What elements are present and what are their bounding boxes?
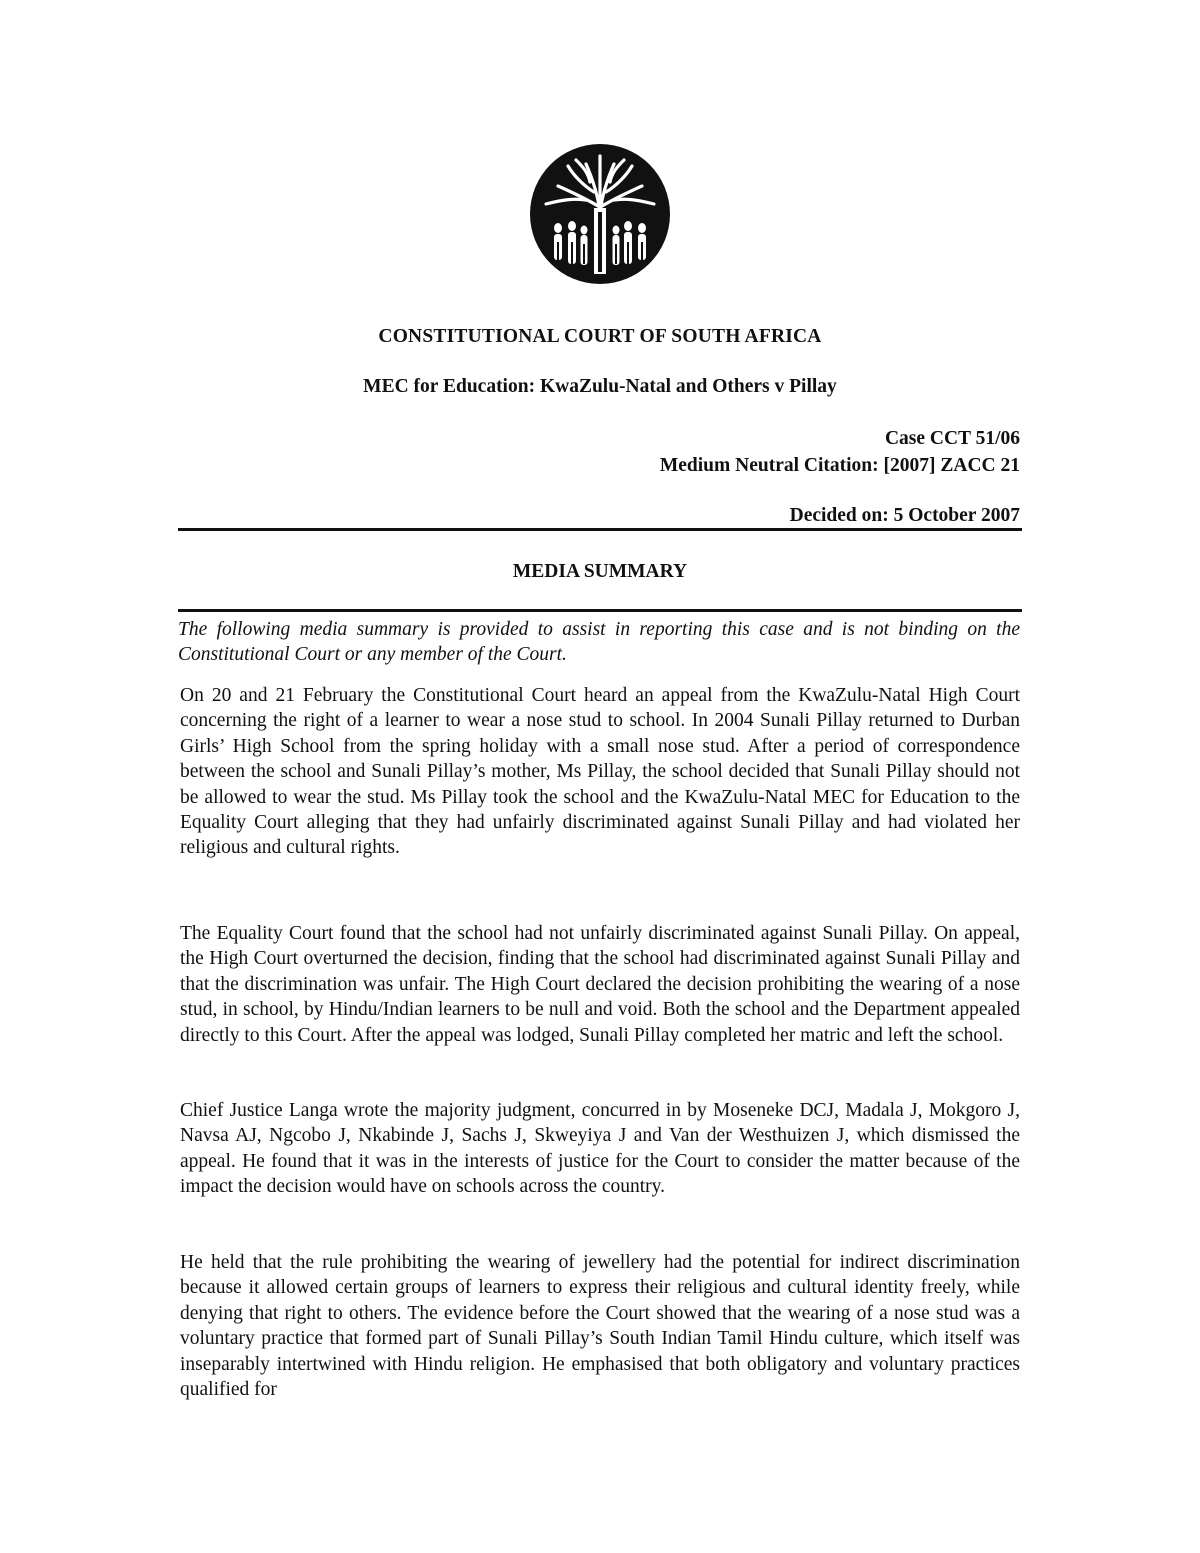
case-number: Case CCT 51/06 xyxy=(884,428,1020,449)
court-name-heading: CONSTITUTIONAL COURT OF SOUTH AFRICA xyxy=(378,326,822,347)
case-title: MEC for Education: KwaZulu-Natal and Others v Pillay xyxy=(363,376,837,397)
disclaimer-text: The following media summary is provided to assist in reporting this case and is not binding on the Constitutional Court or any member of the Court. xyxy=(178,619,1020,665)
body-paragraph: He held that the rule prohibiting the wearing of jewellery had the potential for indirect discrimination because it allowed certain groups of learners to express their religious and cultural identity freely, while denying that right to others. The evidence before the Court showed that the wearing of a nose stud was a voluntary practice that formed part of Sunali Pillay’s South Indian Tamil Hindu culture, which itself was inseparably intertwined with Hindu religion. He emphasised that both obligatory and voluntary practices qualified for xyxy=(180,1252,1020,1401)
constitutional-court-tree-emblem-icon xyxy=(528,142,672,286)
neutral-citation: Medium Neutral Citation: [2007] ZACC 21 xyxy=(659,455,1020,476)
divider-top xyxy=(178,528,1022,531)
body-paragraph: On 20 and 21 February the Constitutional Court heard an appeal from the KwaZulu-Natal High Court concerning the right of a learner to wear a nose stud to school. In 2004 Sunali Pillay returned to Durban Girls’ High School from the spring holiday with a small nose stud. After a period of correspondence between the school and Sunali Pillay’s mother, Ms Pillay, the school decided that Sunali Pillay should not be allowed to wear the stud. Ms Pillay took the school and the KwaZulu-Natal MEC for Education to the Equality Court alleging that they had unfairly discriminated against Sunali Pillay and had violated her religious and cultural rights. xyxy=(180,685,1020,859)
body-paragraph: The Equality Court found that the school had not unfairly discriminated against Sunali Pillay. On appeal, the High Court overturned the decision, finding that the school had discriminated against Sunali Pillay and that the discrimination was unfair. The High Court declared the decision prohibiting the wearing of a nose stud, in school, by Hindu/Indian learners to be null and void. Both the school and the Department appealed directly to this Court. After the appeal was lodged, Sunali Pillay completed her matric and left the school. xyxy=(180,923,1020,1046)
decision-date: Decided on: 5 October 2007 xyxy=(789,505,1020,526)
section-heading: MEDIA SUMMARY xyxy=(512,561,688,582)
body-paragraph: Chief Justice Langa wrote the majority judgment, concurred in by Moseneke DCJ, Madala J, Mokgoro J, Navsa AJ, Ngcobo J, Nkabinde J, Sachs J, Skweyiya J and Van der Westhuizen J, which dismissed the appeal. He found that it was in the interests of justice for the Court to consider the matter because of the impact the decision would have on schools across the country. xyxy=(180,1100,1020,1198)
divider-bottom xyxy=(178,609,1022,612)
